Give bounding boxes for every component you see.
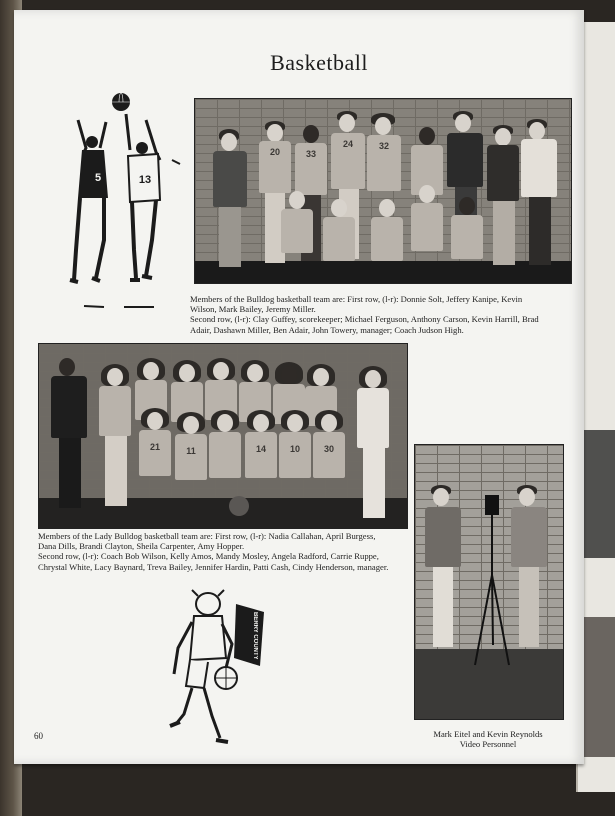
girls-team-caption <box>38 531 418 572</box>
right-jersey-number: 13 <box>138 174 152 186</box>
video-personnel-photo <box>414 444 564 720</box>
basketball <box>229 496 249 516</box>
caption-line: Second row, (l-r): Clay Guffey, scorekeeper; Michael Ferguson, Anthony Carson, Kevin Harrill, Brad <box>190 314 539 325</box>
jersey-number: 10 <box>289 444 300 454</box>
page-title: Basketball <box>270 50 368 75</box>
jersey-number: 11 <box>186 446 196 456</box>
jersey-number: 14 <box>255 444 266 454</box>
caption-line: Wilson, Mark Bailey, Jeremy Miller. <box>190 304 316 315</box>
caption-line: Members of the Bulldog basketball team are: First row, (l-r): Donnie Solt, Jeffery Kanipe, Kevin <box>190 294 523 304</box>
caption-line: Chrystal White, Lacy Baynard, Treva Bailey, Jennifer Hardin, Patti Cash, Cindy Henderson, manager. <box>38 561 389 572</box>
girls-team-photo <box>38 343 408 529</box>
caption-line: Mark Eitel and Kevin Reynolds <box>433 729 543 739</box>
yearbook-page <box>14 10 584 764</box>
caption-line: Members of the Lady Bulldog basketball team are: First row, (l-r): Nadia Callahan, April Burgess, <box>38 531 376 541</box>
jump-ball-illustration <box>64 90 184 310</box>
caption-line: Adair, Dashawn Miller, Ben Adair, John Towery, manager; Coach Judson High. <box>190 324 464 335</box>
jersey-number: 32 <box>378 141 389 151</box>
caption-line: Video Personnel <box>459 739 517 750</box>
jersey-number: 30 <box>323 444 334 454</box>
boys-team-caption <box>190 294 570 335</box>
jersey-number: 20 <box>269 147 280 157</box>
bulldog-mascot-illustration <box>164 586 274 756</box>
caption-line: Dana Dills, Brandi Clayton, Sheila Carpenter, Amy Hopper. <box>38 541 245 552</box>
jersey-number: 21 <box>149 442 160 452</box>
next-page-photo-bottom <box>582 617 615 757</box>
video-personnel-caption <box>414 729 562 749</box>
jersey-number: 24 <box>342 139 353 149</box>
next-page-photo-top <box>582 430 615 558</box>
caption-line: Second row, (l-r): Coach Bob Wilson, Kelly Amos, Mandy Mosley, Angela Radford, Carrie Ruppe, <box>38 551 379 562</box>
left-jersey-number: 5 <box>94 172 102 184</box>
jersey-number: 33 <box>305 149 316 159</box>
page-number: 60 <box>34 731 43 741</box>
mascot-banner-text: BERRY COUNTY <box>252 612 258 660</box>
boys-team-photo <box>194 98 572 284</box>
